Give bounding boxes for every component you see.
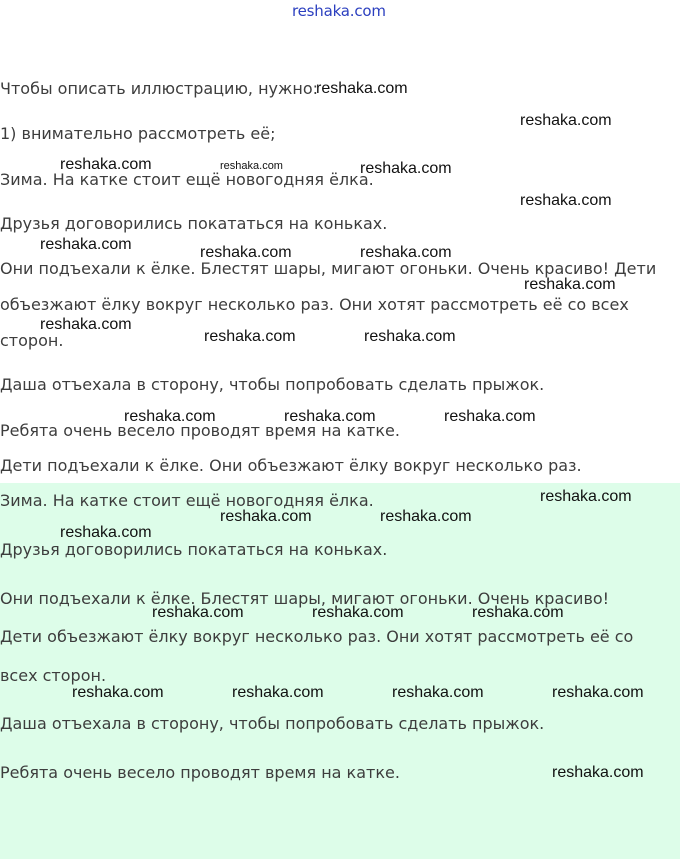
watermark: reshaka.com: [60, 524, 152, 541]
watermark: reshaka.com: [284, 408, 376, 425]
watermark: reshaka.com: [220, 508, 312, 525]
watermark: reshaka.com: [204, 328, 296, 345]
watermark: reshaka.com: [380, 508, 472, 525]
watermark: reshaka.com: [220, 160, 283, 172]
draft-line: Зима. На катке стоит ещё новогодняя ёлка.: [0, 170, 374, 189]
answer-line: Дети объезжают ёлку вокруг несколько раз. Они хотят рассмотреть её со: [0, 627, 634, 646]
watermark: reshaka.com: [40, 316, 132, 333]
watermark: reshaka.com: [60, 156, 152, 173]
watermark: reshaka.com: [444, 408, 536, 425]
draft-line: Они подъехали к ёлке. Блестят шары, мигают огоньки. Очень красиво! Дети: [0, 259, 657, 278]
watermark: reshaka.com: [552, 684, 644, 701]
watermark: reshaka.com: [152, 604, 244, 621]
answer-line: всех сторон.: [0, 666, 107, 685]
answer-line: Друзья договорились покататься на коньках.: [0, 540, 388, 559]
watermark: reshaka.com: [360, 244, 452, 261]
watermark: reshaka.com: [552, 764, 644, 781]
watermark: reshaka.com: [72, 684, 164, 701]
watermark: reshaka.com: [520, 192, 612, 209]
watermark: reshaka.com: [520, 112, 612, 129]
watermark: reshaka.com: [392, 684, 484, 701]
watermark: reshaka.com: [232, 684, 324, 701]
draft-line: Ребята очень весело проводят время на катке.: [0, 421, 400, 440]
draft-line: объезжают ёлку вокруг несколько раз. Они хотят рассмотреть её со всех: [0, 295, 629, 314]
draft-line: сторон.: [0, 331, 64, 350]
answer-line: Они подъехали к ёлке. Блестят шары, мигают огоньки. Очень красиво!: [0, 589, 610, 608]
draft-line: Друзья договорились покататься на коньках.: [0, 214, 388, 233]
watermark: reshaka.com: [540, 488, 632, 505]
watermark: reshaka.com: [312, 604, 404, 621]
draft-line: Дети подъехали к ёлке. Они объезжают ёлку вокруг несколько раз.: [0, 456, 582, 475]
answer-line: Зима. На катке стоит ещё новогодняя ёлка.: [0, 491, 374, 510]
watermark: reshaka.com: [364, 328, 456, 345]
watermark: reshaka.com: [524, 276, 616, 293]
watermark: reshaka.com: [40, 236, 132, 253]
draft-line: Даша отъехала в сторону, чтобы попробовать сделать прыжок.: [0, 375, 545, 394]
site-link[interactable]: reshaka.com: [292, 2, 386, 20]
watermark: reshaka.com: [200, 244, 292, 261]
watermark: reshaka.com: [472, 604, 564, 621]
instruction-step-1: 1) внимательно рассмотреть её;: [0, 124, 276, 143]
watermark: reshaka.com: [316, 80, 408, 97]
instruction-heading: Чтобы описать иллюстрацию, нужно:: [0, 79, 319, 98]
answer-line: Даша отъехала в сторону, чтобы попробовать сделать прыжок.: [0, 714, 545, 733]
answer-line: Ребята очень весело проводят время на катке.: [0, 763, 400, 782]
watermark: reshaka.com: [124, 408, 216, 425]
watermark: reshaka.com: [360, 160, 452, 177]
